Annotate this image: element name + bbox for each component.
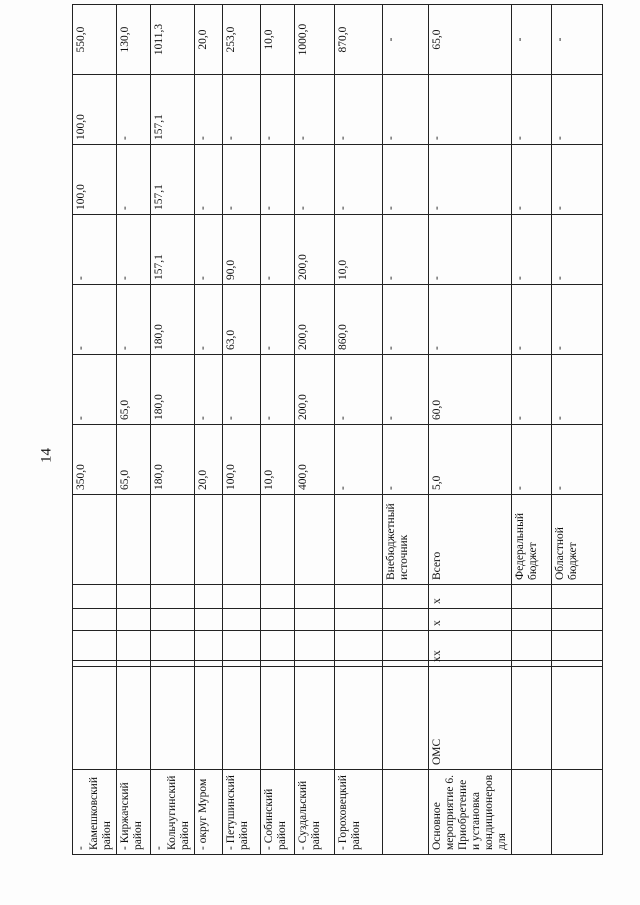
mark-cell: x — [429, 585, 512, 609]
value-cell: 550,0 — [73, 5, 117, 75]
budget-table — [72, 4, 603, 855]
mark-cell — [223, 585, 261, 609]
executor-cell — [195, 667, 223, 770]
mark-cell — [383, 661, 429, 667]
value-cell: 65,0 — [117, 425, 151, 495]
mark-cell — [261, 631, 295, 661]
mark-cell — [512, 585, 552, 609]
value-cell: - — [552, 5, 603, 75]
value-cell: 10,0 — [261, 425, 295, 495]
mark-cell — [261, 585, 295, 609]
value-cell: - — [383, 145, 429, 215]
value-cell: - — [261, 215, 295, 285]
mark-cell — [151, 661, 195, 667]
value-cell: - — [73, 285, 117, 355]
mark-cell — [261, 609, 295, 631]
value-cell: - — [383, 285, 429, 355]
executor-cell — [295, 667, 335, 770]
funding-source-cell — [295, 495, 335, 585]
value-cell: - — [335, 75, 383, 145]
value-cell: 180,0 — [151, 355, 195, 425]
value-cell: - — [429, 215, 512, 285]
mark-cell — [117, 631, 151, 661]
value-cell: 10,0 — [261, 5, 295, 75]
value-cell: 90,0 — [223, 215, 261, 285]
value-cell: 10,0 — [335, 215, 383, 285]
value-cell: - — [552, 75, 603, 145]
value-cell: 157,1 — [151, 145, 195, 215]
value-cell: - — [552, 425, 603, 495]
value-cell: - — [383, 215, 429, 285]
value-cell: - — [261, 285, 295, 355]
value-cell: - — [195, 145, 223, 215]
mark-cell — [552, 609, 603, 631]
value-cell: 100,0 — [223, 425, 261, 495]
value-cell: - — [429, 75, 512, 145]
value-cell: - — [552, 145, 603, 215]
row-name-cell: - Суздальский район — [295, 770, 335, 855]
row-name-cell: - Камешковский район — [73, 770, 117, 855]
funding-source-cell — [117, 495, 151, 585]
value-cell: - — [552, 285, 603, 355]
row-name-cell: - Собинский район — [261, 770, 295, 855]
value-cell: 130,0 — [117, 5, 151, 75]
mark-cell — [295, 609, 335, 631]
value-cell: - — [429, 285, 512, 355]
value-cell: - — [383, 355, 429, 425]
value-cell: - — [117, 285, 151, 355]
table-row — [151, 5, 195, 855]
mark-cell — [195, 609, 223, 631]
value-cell: - — [195, 75, 223, 145]
value-cell: - — [117, 145, 151, 215]
value-cell: - — [223, 75, 261, 145]
table-row — [195, 5, 223, 855]
mark-cell — [195, 631, 223, 661]
table-row — [223, 5, 261, 855]
value-cell: - — [195, 285, 223, 355]
funding-source-cell — [151, 495, 195, 585]
mark-cell: x — [429, 609, 512, 631]
mark-cell — [223, 661, 261, 667]
table-row — [335, 5, 383, 855]
row-name-cell — [383, 770, 429, 855]
mark-cell: x — [429, 661, 512, 667]
value-cell: - — [117, 75, 151, 145]
value-cell: 253,0 — [223, 5, 261, 75]
mark-cell — [383, 631, 429, 661]
value-cell: - — [261, 145, 295, 215]
mark-cell — [151, 631, 195, 661]
value-cell: - — [223, 355, 261, 425]
mark-cell — [552, 585, 603, 609]
funding-source-cell: Внебюджетный источник — [383, 495, 429, 585]
mark-cell — [151, 609, 195, 631]
executor-cell — [117, 667, 151, 770]
table-row — [295, 5, 335, 855]
row-name-cell: - Петушинский район — [223, 770, 261, 855]
row-name-cell: - Кольчугинский район — [151, 770, 195, 855]
row-name-cell: - Киржачский район — [117, 770, 151, 855]
value-cell: 100,0 — [73, 75, 117, 145]
executor-cell — [383, 667, 429, 770]
mark-cell: x — [429, 631, 512, 661]
funding-source-cell: Федеральный бюджет — [512, 495, 552, 585]
value-cell: - — [73, 355, 117, 425]
value-cell: - — [512, 215, 552, 285]
mark-cell — [512, 609, 552, 631]
executor-cell — [335, 667, 383, 770]
value-cell: - — [383, 5, 429, 75]
value-cell: - — [295, 75, 335, 145]
mark-cell — [223, 631, 261, 661]
value-cell: - — [383, 425, 429, 495]
table-row — [261, 5, 295, 855]
mark-cell — [335, 661, 383, 667]
value-cell: - — [335, 355, 383, 425]
funding-source-cell: Областной бюджет — [552, 495, 603, 585]
value-cell: - — [429, 145, 512, 215]
mark-cell — [383, 609, 429, 631]
value-cell: 200,0 — [295, 355, 335, 425]
value-cell: 1000,0 — [295, 5, 335, 75]
value-cell: 180,0 — [151, 425, 195, 495]
value-cell: 5,0 — [429, 425, 512, 495]
executor-cell — [223, 667, 261, 770]
value-cell: - — [295, 145, 335, 215]
mark-cell — [73, 661, 117, 667]
value-cell: 200,0 — [295, 285, 335, 355]
funding-source-cell — [223, 495, 261, 585]
mark-cell — [552, 661, 603, 667]
mark-cell — [295, 631, 335, 661]
value-cell: - — [512, 145, 552, 215]
value-cell: - — [195, 215, 223, 285]
value-cell: - — [117, 215, 151, 285]
funding-source-cell — [73, 495, 117, 585]
funding-source-cell — [195, 495, 223, 585]
mark-cell — [512, 631, 552, 661]
mark-cell — [383, 585, 429, 609]
value-cell: 350,0 — [73, 425, 117, 495]
mark-cell — [117, 661, 151, 667]
mark-cell — [73, 585, 117, 609]
row-name-cell: Основное мероприятие 6. Приобретение и установка кондиционеров для — [429, 770, 512, 855]
value-cell: 20,0 — [195, 425, 223, 495]
executor-cell — [73, 667, 117, 770]
value-cell: - — [552, 355, 603, 425]
mark-cell — [512, 661, 552, 667]
value-cell: - — [512, 75, 552, 145]
funding-source-cell — [261, 495, 295, 585]
table-row — [552, 5, 603, 855]
row-name-cell: - Гороховецкий район — [335, 770, 383, 855]
table-row — [512, 5, 552, 855]
value-cell: - — [261, 355, 295, 425]
value-cell: - — [512, 425, 552, 495]
row-name-cell — [512, 770, 552, 855]
value-cell: - — [552, 215, 603, 285]
mark-cell — [151, 585, 195, 609]
executor-cell — [512, 667, 552, 770]
value-cell: - — [73, 215, 117, 285]
table-row — [383, 5, 429, 855]
value-cell: 157,1 — [151, 215, 195, 285]
value-cell: - — [195, 355, 223, 425]
mark-cell — [552, 631, 603, 661]
value-cell: - — [512, 5, 552, 75]
funding-source-cell — [335, 495, 383, 585]
mark-cell — [73, 631, 117, 661]
value-cell: 20,0 — [195, 5, 223, 75]
value-cell: 200,0 — [295, 215, 335, 285]
budget-table-rotated — [72, 15, 579, 855]
value-cell: - — [512, 355, 552, 425]
value-cell: 65,0 — [429, 5, 512, 75]
value-cell: - — [335, 425, 383, 495]
page-number: 14 — [38, 448, 55, 463]
value-cell: 180,0 — [151, 285, 195, 355]
value-cell: - — [383, 75, 429, 145]
mark-cell — [195, 661, 223, 667]
value-cell: 860,0 — [335, 285, 383, 355]
mark-cell — [223, 609, 261, 631]
mark-cell — [295, 585, 335, 609]
mark-cell — [117, 609, 151, 631]
mark-cell — [335, 609, 383, 631]
table-row — [117, 5, 151, 855]
value-cell: 157,1 — [151, 75, 195, 145]
table-row — [73, 5, 117, 855]
row-name-cell: - округ Муром — [195, 770, 223, 855]
value-cell: - — [223, 145, 261, 215]
value-cell: 100,0 — [73, 145, 117, 215]
executor-cell — [261, 667, 295, 770]
value-cell: 65,0 — [117, 355, 151, 425]
value-cell: 400,0 — [295, 425, 335, 495]
executor-cell — [151, 667, 195, 770]
mark-cell — [261, 661, 295, 667]
mark-cell — [117, 585, 151, 609]
mark-cell — [195, 585, 223, 609]
mark-cell — [335, 631, 383, 661]
value-cell: - — [512, 285, 552, 355]
funding-source-cell: Всего — [429, 495, 512, 585]
value-cell: 60,0 — [429, 355, 512, 425]
value-cell: 63,0 — [223, 285, 261, 355]
executor-cell: ОМС — [429, 667, 512, 770]
mark-cell — [335, 585, 383, 609]
row-name-cell — [552, 770, 603, 855]
executor-cell — [552, 667, 603, 770]
value-cell: 870,0 — [335, 5, 383, 75]
value-cell: 1011,3 — [151, 5, 195, 75]
mark-cell — [73, 609, 117, 631]
value-cell: - — [335, 145, 383, 215]
table-row — [429, 5, 512, 855]
value-cell: - — [261, 75, 295, 145]
mark-cell — [295, 661, 335, 667]
